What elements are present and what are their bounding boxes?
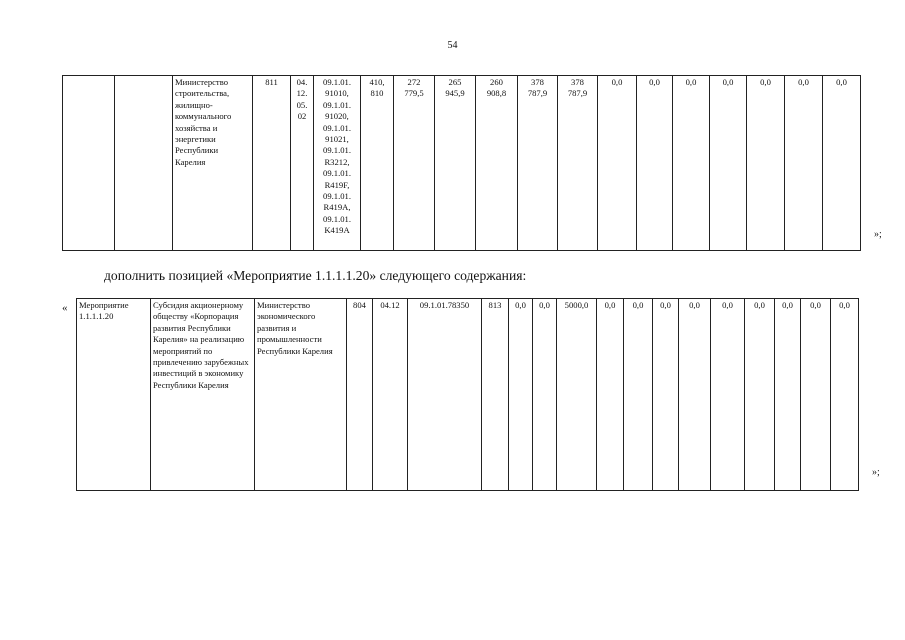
value-text: 265 945,9 — [445, 77, 465, 99]
value-text: 0,0 — [689, 300, 700, 310]
measure-cell — [77, 299, 151, 491]
value-text: 0,0 — [604, 300, 616, 310]
budget-table-continuation — [62, 75, 861, 251]
description-text: Субсидия акционерному обществу «Корпорация развития Республики Карелия» на реализацию мероприятий по привлечению зарубежных инвестиций в экономику Республики Карелия — [153, 300, 249, 390]
vr-text: 813 — [488, 300, 502, 310]
value-cell — [557, 299, 597, 491]
value-cell — [435, 76, 476, 251]
value-text: 0,0 — [839, 300, 850, 310]
amendment-paragraph: дополнить позицией «Мероприятие 1.1.1.1.20» следующего содержания: — [104, 268, 527, 283]
value-cell — [745, 299, 775, 491]
value-text: 0,0 — [722, 77, 734, 87]
csr-cell — [314, 76, 361, 251]
value-text: 0,0 — [810, 300, 821, 310]
value-text: 0,0 — [836, 77, 847, 87]
budget-table-new-measure — [76, 298, 859, 491]
value-cell — [509, 299, 533, 491]
ministry-cell — [255, 299, 347, 491]
value-text: 0,0 — [754, 300, 765, 310]
value-cell — [637, 76, 673, 251]
csr-text: 09.1.01. 91010, 09.1.01. 91020, 09.1.01. 91021, 09.1.01. R3212, 09.1.01. R419F, 09.1.01. R419A, 09.1.01. K419A — [323, 77, 351, 236]
vr-cell — [361, 76, 394, 251]
value-cell — [533, 299, 557, 491]
empty-cell — [115, 76, 173, 251]
value-cell — [598, 76, 637, 251]
value-text: 0,0 — [539, 300, 550, 310]
opening-quote: « — [62, 302, 68, 314]
value-text: 378 787,9 — [567, 77, 588, 99]
value-text: 260 908,8 — [486, 77, 507, 99]
ministry-text: Министерство экономического развития и промышленности Республики Карелия — [257, 300, 333, 356]
vr-cell — [482, 299, 509, 491]
value-cell — [597, 299, 624, 491]
value-text: 0,0 — [722, 300, 733, 310]
value-cell — [558, 76, 598, 251]
value-text: 0,0 — [632, 300, 644, 310]
closing-quote: »; — [872, 467, 880, 478]
value-cell — [801, 299, 831, 491]
ministry-cell — [173, 76, 253, 251]
value-text: 0,0 — [782, 300, 793, 310]
description-cell — [151, 299, 255, 491]
value-text: 272 779,5 — [404, 77, 424, 99]
grbs-text: 811 — [265, 77, 278, 87]
value-cell — [775, 299, 801, 491]
value-text: 0,0 — [611, 77, 623, 87]
value-text: 0,0 — [660, 300, 671, 310]
value-cell — [653, 299, 679, 491]
rzpr-text: 04. 12. 05. 02 — [296, 77, 308, 122]
value-text: 0,0 — [760, 77, 771, 87]
value-cell — [831, 299, 859, 491]
measure-text: Мероприятие 1.1.1.1.20 — [79, 300, 129, 322]
value-cell — [747, 76, 785, 251]
value-cell — [711, 299, 745, 491]
grbs-cell — [253, 76, 291, 251]
value-text: 0,0 — [685, 77, 697, 87]
rzpr-text: 04.12 — [380, 300, 400, 310]
grbs-cell — [347, 299, 373, 491]
value-text: 378 787,9 — [527, 77, 548, 99]
value-text: 0,0 — [649, 77, 660, 87]
value-cell — [394, 76, 435, 251]
value-cell — [673, 76, 710, 251]
empty-cell — [63, 76, 115, 251]
value-text: 5000,0 — [564, 300, 589, 310]
csr-text: 09.1.01.78350 — [419, 300, 470, 310]
value-cell — [518, 76, 558, 251]
value-cell — [823, 76, 861, 251]
closing-quote: »; — [874, 229, 882, 240]
grbs-text: 804 — [353, 300, 366, 310]
vr-text: 410, 810 — [369, 77, 385, 99]
value-text: 0,0 — [798, 77, 809, 87]
value-cell — [785, 76, 823, 251]
page-number: 54 — [447, 40, 458, 51]
value-text: 0,0 — [515, 300, 526, 310]
value-cell — [476, 76, 518, 251]
value-cell — [710, 76, 747, 251]
csr-cell — [408, 299, 482, 491]
rzpr-cell — [373, 299, 408, 491]
rzpr-cell — [291, 76, 314, 251]
value-cell — [624, 299, 653, 491]
value-cell — [679, 299, 711, 491]
ministry-text: Министерство строительства, жилищно- коммунального хозяйства и энергетики Республики Карелия — [175, 77, 232, 167]
